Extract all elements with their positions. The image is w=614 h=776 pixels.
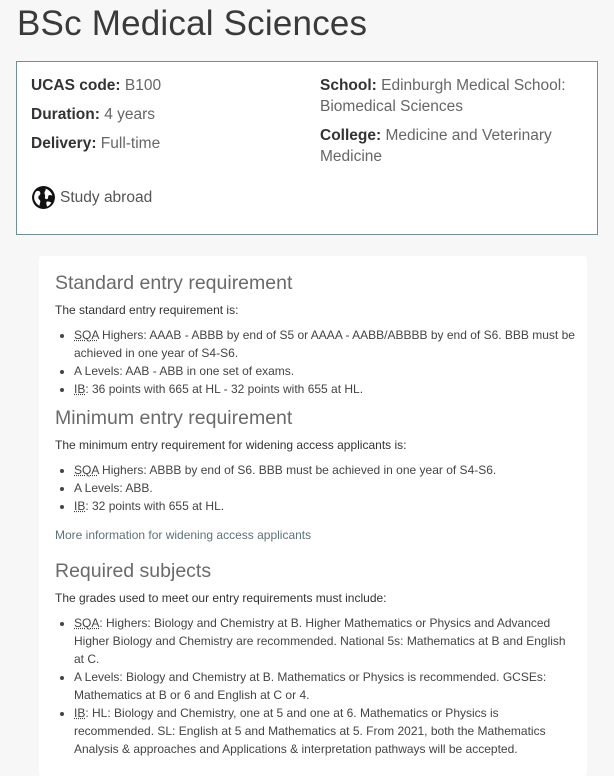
list-item-text: A Levels: ABB. — [74, 481, 153, 495]
required-subjects-intro: The grades used to meet our entry requirements must include: — [55, 591, 387, 605]
standard-entry-section — [55, 270, 575, 398]
minimum-entry-list — [55, 461, 575, 515]
list-item-text: A Levels: AAB - ABB in one set of exams. — [74, 364, 295, 378]
minimum-entry-heading: Minimum entry requirement — [55, 407, 293, 429]
ucas-code — [31, 75, 161, 96]
delivery-value: Full-time — [100, 135, 161, 152]
duration — [31, 104, 161, 125]
abbr-ib: IB — [74, 706, 86, 720]
list-item-text: : HL: Biology and Chemistry, one at 5 and one at 6. Mathematics or Physics is recommended. SL: English at 5 and Mathematics at 5. From 2021, both the Mathematics Analysis & approaches and Applications & interpretation pathways will be accepted. — [74, 706, 546, 756]
study-abroad — [31, 185, 152, 210]
entry-requirements-card — [39, 256, 587, 776]
duration-value: 4 years — [104, 106, 156, 123]
minimum-entry-intro: The minimum entry requirement for widening access applicants is: — [55, 438, 407, 452]
widening-access-link[interactable]: More information for widening access applicants — [55, 528, 312, 542]
abbr-sqa: SQA — [74, 328, 99, 342]
abbr-sqa: SQA — [74, 616, 100, 630]
abbr-ib: IB — [74, 382, 86, 396]
standard-entry-intro: The standard entry requirement is: — [55, 303, 239, 317]
standard-entry-list — [55, 326, 575, 398]
programme-summary — [16, 61, 598, 235]
abbr-sqa: SQA — [74, 463, 99, 477]
list-item-text: Highers: AAAB - ABBB by end of S5 or AAAA - AABB/ABBBB by end of S6. BBB must be achieved in one year of S4-S6. — [74, 328, 575, 360]
college-value: Medicine and Veterinary Medicine — [320, 127, 552, 165]
list-item — [74, 479, 575, 497]
required-subjects-section — [55, 558, 575, 758]
delivery-label: Delivery: — [31, 135, 97, 152]
required-subjects-heading: Required subjects — [55, 560, 212, 582]
required-subjects-list — [55, 614, 575, 758]
list-item — [74, 497, 575, 515]
college — [320, 125, 585, 167]
standard-entry-heading: Standard entry requirement — [55, 272, 293, 294]
summary-right-column — [320, 75, 585, 175]
list-item — [74, 614, 575, 668]
ucas-code-value: B100 — [124, 77, 162, 94]
list-item-text: A Levels: Biology and Chemistry at B. Mathematics or Physics is recommended. GCSEs: Mathematics at B or 6 and English at C or 4. — [74, 670, 547, 702]
list-item — [74, 326, 575, 362]
school-label: School: — [320, 77, 377, 94]
school-value: Edinburgh Medical School: Biomedical Sciences — [320, 77, 566, 115]
ucas-code-label: UCAS code: — [31, 77, 121, 94]
list-item — [74, 668, 575, 704]
abbr-ib: IB — [74, 499, 86, 513]
minimum-entry-section — [55, 405, 575, 544]
list-item-text: : Highers: Biology and Chemistry at B. Higher Mathematics or Physics and Advanced Higher Biology and Chemistry are recommended. National 5s: Mathematics at B and English at C. — [74, 616, 566, 666]
globe-icon — [31, 185, 56, 210]
study-abroad-label: Study abroad — [60, 188, 153, 206]
list-item — [74, 461, 575, 479]
list-item — [74, 362, 575, 380]
delivery — [31, 133, 161, 154]
list-item — [74, 380, 575, 398]
summary-left-column — [31, 75, 161, 162]
list-item — [74, 704, 575, 758]
list-item-text: : 32 points with 655 at HL. — [85, 499, 225, 513]
duration-label: Duration: — [31, 106, 100, 123]
page-title: BSc Medical Sciences — [17, 4, 368, 43]
college-label: College: — [320, 127, 382, 144]
list-item-text: Highers: ABBB by end of S6. BBB must be achieved in one year of S4-S6. — [98, 463, 497, 477]
list-item-text: : 36 points with 665 at HL - 32 points with 655 at HL. — [85, 382, 364, 396]
school — [320, 75, 585, 117]
